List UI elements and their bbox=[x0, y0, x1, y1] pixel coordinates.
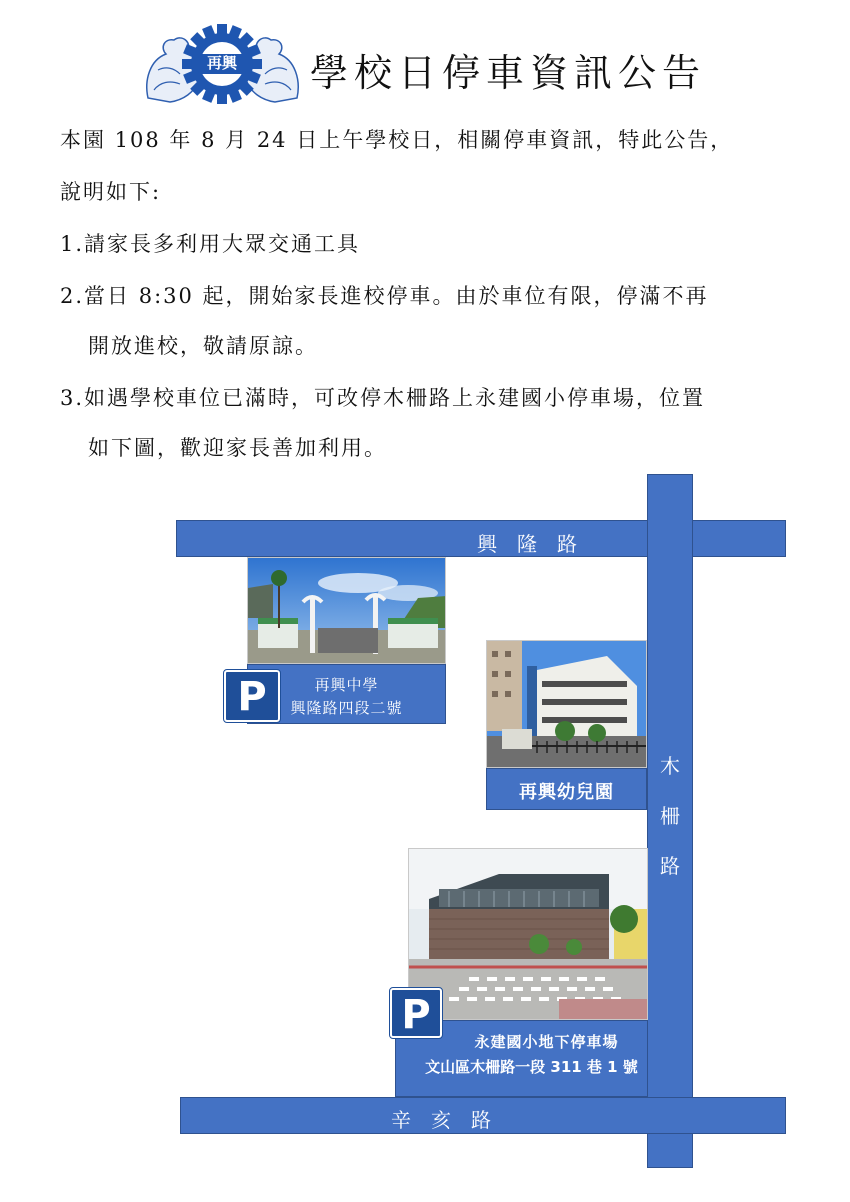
road-right-label-1: 木 bbox=[660, 754, 680, 778]
list-item-2-line-1: 2.當日 8:30 起，開始家長進校停車。由於車位有限，停滿不再 bbox=[60, 284, 709, 308]
kindergarten-photo bbox=[486, 640, 647, 768]
road-top bbox=[176, 520, 786, 557]
list-item-3-line-2: 如下圖，歡迎家長善加利用。 bbox=[88, 436, 387, 460]
parking-sign-school: P bbox=[224, 670, 280, 722]
school-logo bbox=[140, 20, 305, 110]
kindergarten-label bbox=[486, 768, 647, 810]
yongjian-address: 文山區木柵路一段 311 巷 1 號 bbox=[425, 1058, 638, 1076]
list-item-1: 1.請家長多利用大眾交通工具 bbox=[60, 232, 361, 256]
school-name: 再興中學 bbox=[314, 676, 379, 694]
kindergarten-name: 再興幼兒園 bbox=[519, 782, 614, 803]
school-gate-photo bbox=[247, 557, 446, 664]
yongjian-school-photo bbox=[408, 848, 648, 1020]
road-right bbox=[647, 474, 693, 1168]
list-item-2-line-2: 開放進校，敬請原諒。 bbox=[88, 334, 318, 358]
page-title: 學校日停車資訊公告 bbox=[310, 51, 707, 95]
road-right-label-3: 路 bbox=[660, 854, 680, 878]
school-address: 興隆路四段二號 bbox=[290, 699, 403, 717]
road-right-label-2: 柵 bbox=[660, 804, 680, 828]
list-item-3-line-1: 3.如遇學校車位已滿時，可改停木柵路上永建國小停車場，位置 bbox=[60, 386, 706, 410]
parking-sign-yongjian: P bbox=[390, 988, 442, 1038]
intro-line-2: 說明如下: bbox=[60, 180, 162, 204]
logo-text: 再興 bbox=[206, 54, 237, 72]
road-bottom-label: 辛 亥 路 bbox=[391, 1108, 491, 1132]
road-top-label: 興 隆 路 bbox=[477, 532, 577, 556]
road-bottom bbox=[180, 1097, 786, 1134]
intro-line-1: 本園 108 年 8 月 24 日上午學校日，相關停車資訊，特此公告， bbox=[60, 128, 734, 152]
yongjian-name: 永建國小地下停車場 bbox=[474, 1033, 619, 1051]
